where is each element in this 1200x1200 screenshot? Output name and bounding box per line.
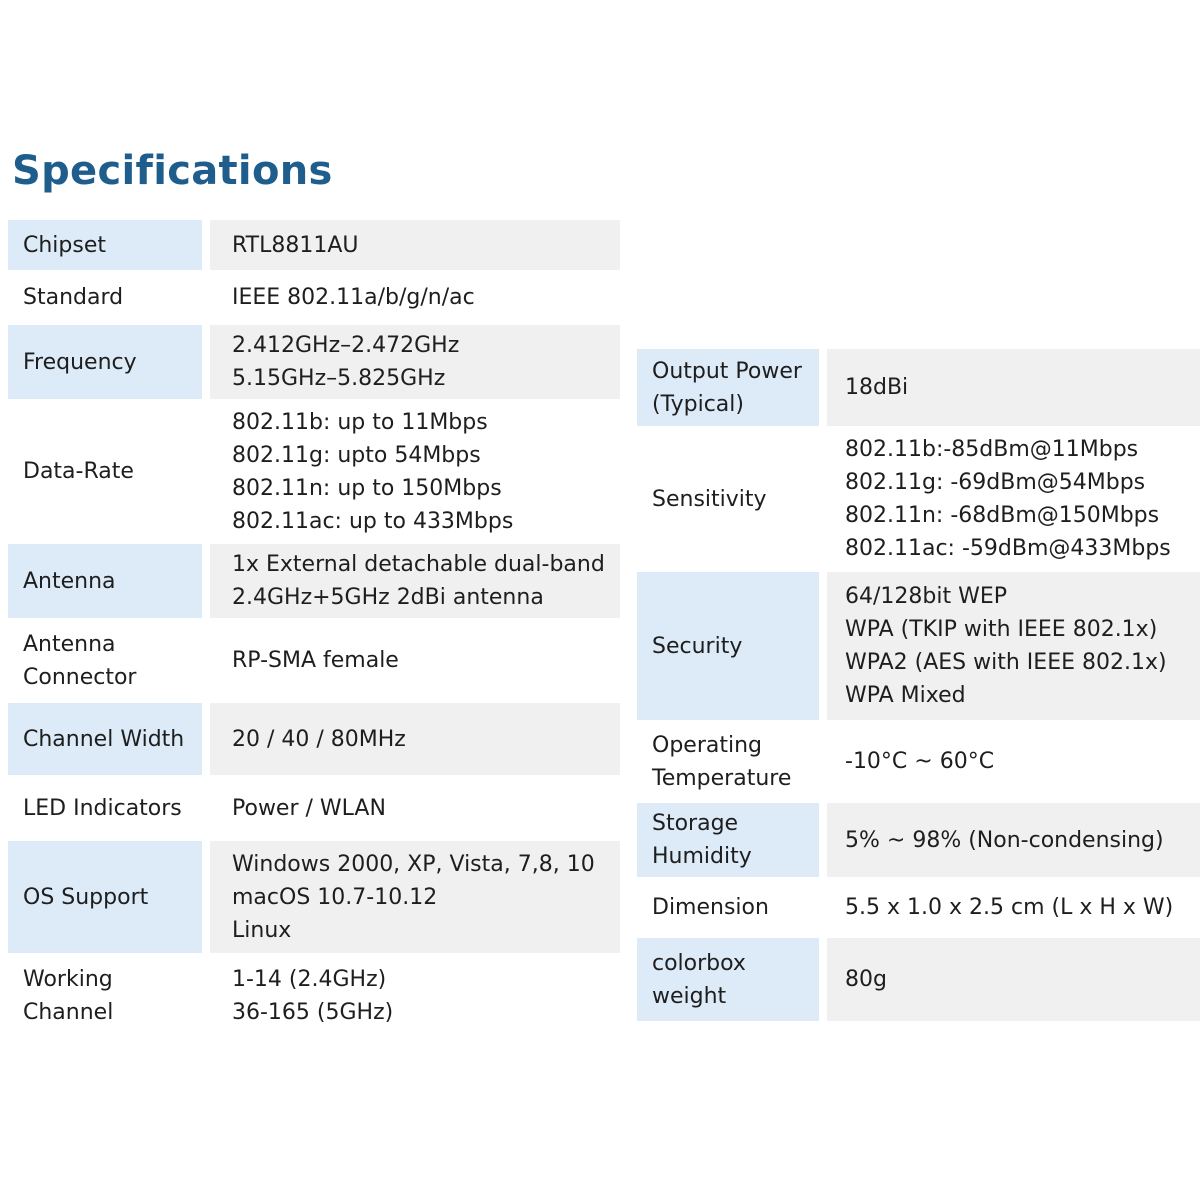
spec-label: Chipset [8,220,202,270]
spec-value: RP-SMA female [210,623,620,698]
spec-value: Power / WLAN [210,780,620,836]
spec-label: Operating Temperature [637,725,819,798]
spec-label: Output Power (Typical) [637,349,819,426]
spec-label: Antenna Connector [8,623,202,698]
spec-value: 64/128bit WEP WPA (TKIP with IEEE 802.1x) WPA2 (AES with IEEE 802.1x) WPA Mixed [827,572,1200,720]
spec-table-left [8,220,620,1034]
spec-value: 20 / 40 / 80MHz [210,703,620,775]
spec-value: 5% ~ 98% (Non-condensing) [827,803,1200,877]
spec-label: Sensitivity [637,431,819,567]
spec-value: 18dBi [827,349,1200,426]
spec-label: OS Support [8,841,202,953]
spec-label: Storage Humidity [637,803,819,877]
spec-label: LED Indicators [8,780,202,836]
spec-value: -10°C ~ 60°C [827,725,1200,798]
spec-value: RTL8811AU [210,220,620,270]
spec-value: 802.11b: up to 11Mbps 802.11g: upto 54Mbps 802.11n: up to 150Mbps 802.11ac: up to 433Mbps [210,404,620,539]
spec-label: Working Channel [8,958,202,1034]
spec-label: Channel Width [8,703,202,775]
spec-label: Dimension [637,882,819,933]
spec-value: 5.5 x 1.0 x 2.5 cm (L x H x W) [827,882,1200,933]
spec-value: Windows 2000, XP, Vista, 7,8, 10 macOS 10.7-10.12 Linux [210,841,620,953]
spec-label: Data-Rate [8,404,202,539]
spec-label: Security [637,572,819,720]
spec-label: Standard [8,275,202,320]
spec-label: colorbox weight [637,938,819,1021]
spec-label: Frequency [8,325,202,399]
spec-table-right [637,349,1200,1021]
spec-value: 802.11b:-85dBm@11Mbps 802.11g: -69dBm@54Mbps 802.11n: -68dBm@150Mbps 802.11ac: -59dBm@433Mbps [827,431,1200,567]
spec-value: 1-14 (2.4GHz) 36-165 (5GHz) [210,958,620,1034]
spec-value: 2.412GHz–2.472GHz 5.15GHz–5.825GHz [210,325,620,399]
spec-label: Antenna [8,544,202,618]
spec-value: 80g [827,938,1200,1021]
spec-value: 1x External detachable dual-band 2.4GHz+5GHz 2dBi antenna [210,544,620,618]
page-title: Specifications [12,148,333,194]
spec-value: IEEE 802.11a/b/g/n/ac [210,275,620,320]
